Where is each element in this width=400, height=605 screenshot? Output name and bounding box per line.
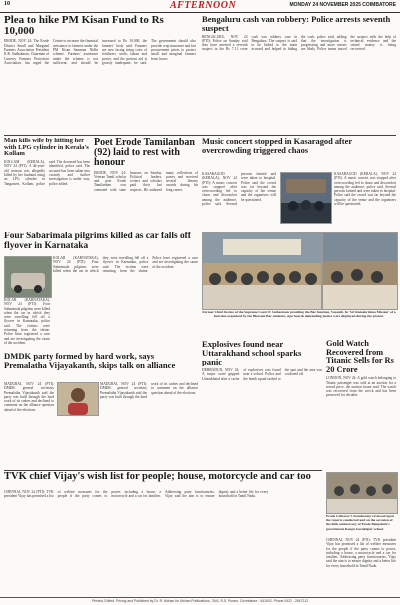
article-explosives-body: [202, 368, 322, 468]
article-music-body: [202, 172, 276, 227]
masthead: [0, 0, 400, 13]
school-caption: [326, 514, 396, 536]
article-music-body-2: [334, 172, 396, 227]
body-sabarimala-2: KOLAR (KARNATAKA), NOV 24 (PTI): Four Sabarimala pilgrims were killed when the car in which they were travelling fell off a flyover in Karnataka, police said. The victims were returning from the shrine. Police have registered a case and are investigating the cause of the accident.: [53, 256, 198, 273]
article-explosives: [202, 340, 322, 366]
divider-2: [4, 470, 322, 471]
article-bengaluru: [202, 15, 396, 125]
article-tvk-body-2: [326, 538, 396, 594]
headline-man-kills: Man kills wife by hitting her with LPG cylinder in Kerala's Kollam: [4, 138, 89, 158]
body-music: KASARAGOD (KERALA), NOV 24 (PTI): A music concert was stopped after overcrowding led to chaos and discomfort among the audience, police said. Several persons fainted and were taken to hospital. Police said the crowd was far beyond the capacity of the venue and the organisers will be questioned.: [202, 172, 276, 207]
article-sabarimala-body: [4, 298, 50, 348]
divider: [4, 135, 396, 136]
body-pm-kisan: ERODE, NOV 24: The Erode District Small and Marginal Farmers Association President K.R. Sudhakaran, Chairman of Cauvery Farmers Protection Association, has urged the Centre to increase the financial assistance to farmers under the PM Kisan Samman Nidhi scheme. Farmers' assistance under the scheme is not sufficient, and should be increased to Rs 10,000, the farmers' body said. Farmers are now facing rising costs of fertilizers, seeds, labour and power, and the present aid is grossly inadequate, he said. The government should also provide crop insurance and fair procurement prices to protect small and marginal farmers from losses.: [4, 39, 196, 65]
body-dmdk-2: MADURAI, NOV 24 (PTI): DMDK general secretary Premalatha Vijayakanth said the party was built through the hard work of its cadres and declined to comment on the alliance question ahead of the elections.: [100, 382, 198, 399]
headline-explosives: Explosives found near Uttarakhand school sparks panic: [202, 340, 302, 366]
body-tvk: CHENNAI, NOV 24 (PTI): TVK president Vijay has promised a list of welfare measures for the people if the party comes to power, including a house, a motorcycle and a car for families. Addressing party functionaries, Vijay said the aim is to ensure dignity and a better life for every household in Tamil Nadu.: [4, 490, 269, 499]
headline-dmdk: DMDK party formed by hard work, says Premalatha Vijayakanth, skips talk on alliance: [4, 352, 176, 370]
article-poet: [94, 138, 198, 238]
body-explosives: DEHRADUN, NOV 24: A major scare gripped Uttarakhand after a cache of explosives was found near a school. Police and the bomb squad rushed to the spot and the area was cordoned off.: [202, 368, 322, 381]
body-bengaluru: BENGALURU, NOV 24 (PTI): Police on Sunday said they have arrested a seventh suspect in the Rs 7.11 crore cash van robbery case in Bengaluru. The suspect is said to be linked to the main accused and helped in hiding the cash, police said, adding that the investigation is progressing and more arrests are likely. Police teams traced the suspect with the help of technical evidence and the seized money is being recovered.: [202, 34, 396, 52]
protest-photo: [202, 232, 322, 310]
article-pm-kisan: [4, 15, 196, 133]
article-sabarimala-body-2: [53, 256, 198, 348]
article-gold: [326, 340, 396, 470]
headline-poet: Poet Erode Tamilanban (92) laid to rest with honour: [94, 138, 195, 169]
headline-tvk: TVK chief Vijay's wish list for people; house, motorcycle and car too: [4, 472, 311, 482]
article-dmdk-body: [4, 382, 54, 462]
body-dmdk: MADURAI, NOV 24 (PTI): DMDK general secretary Premalatha Vijayakanth said the party was built through the hard work of its cadres and declined to comment on the alliance question ahead of the elections.: [4, 382, 54, 412]
page-number: 10: [4, 1, 10, 7]
article-tvk: [4, 472, 322, 488]
caption-protest: Former Chief Justice of the Supreme Court P. Sathasivam presiding the Bar function, Vasanth. In 'Sri Ramakrishna Mission' of a function organised by the Bhavani Bar students, sign boards demanding justice were displayed during the protest.: [202, 310, 396, 319]
body-man-kills: KOLLAM (KERALA), NOV 24 (PTI): A 44-year-old woman was allegedly killed by her husband using an LPG cylinder in Tangasseri, Kollam, police said. The deceased has been identified, police said. The accused has been taken into custody and further investigation is under way, police added.: [4, 160, 90, 186]
body-tvk-2: CHENNAI, NOV 24 (PTI): TVK president Vijay has promised a list of welfare measures for the people if the party comes to power, including a house, a motorcycle and a car for families. Addressing party functionaries, Vijay said the aim is to ensure dignity and a better life for every household in Tamil Nadu.: [326, 538, 396, 568]
footer-imprint: Printed, Edited, Pricing and Published by Dr. R. Mohan for Mohan Publications, 76/A, R.S. Puram, Coimbatore - 641002. Phone 0422 - 2547212: [0, 597, 400, 605]
headline-gold: Gold Watch Recovered from Titanic Sells for Rs 20 Crore: [326, 340, 394, 374]
protest-caption: [202, 310, 396, 336]
headline-sabarimala: Four Sabarimala pilgrims killed as car falls off flyover in Karnataka: [4, 232, 191, 251]
school-photo: [326, 472, 398, 514]
protest-photo-2: [322, 232, 398, 310]
concert-photo: [280, 172, 332, 224]
body-music-2: KASARAGOD (KERALA), NOV 24 (PTI): A music concert was stopped after overcrowding led to chaos and discomfort among the audience, police said. Several persons fainted and were taken to hospital. Police said the crowd was far beyond the capacity of the venue and the organisers will be questioned.: [334, 172, 396, 207]
body-gold: LONDON, NOV 24: A gold watch belonging to Titanic passenger was sold at an auction for a record price, the auction house said. The watch was recovered from the wreck and has been preserved for decades.: [326, 376, 396, 398]
headline-bengaluru: Bengaluru cash van robbery: Police arrests seventh suspect: [202, 15, 391, 33]
article-man-kills: [4, 138, 90, 228]
caption-school: Erode Collector S Kandasamy reviewed upon the reports conducted and on the occasion of the 66th anniversary of Erode Bengaluru's government Kongu Gorakhpur school.: [326, 514, 394, 531]
article-tvk-body: [4, 490, 322, 594]
accident-photo: [4, 256, 52, 298]
date-line: MONDAY 24 NOVEMBER 2025 COIMBATORE: [289, 2, 396, 8]
article-dmdk: [4, 352, 198, 380]
headline-music: Music concert stopped in Kasaragod after overcrowding triggered chaos: [202, 138, 352, 155]
article-dmdk-body-2: [100, 382, 198, 462]
headline-pm-kisan: Plea to hike PM Kisan Fund to Rs 10,000: [4, 15, 164, 38]
premalatha-photo: [57, 382, 99, 416]
body-sabarimala: KOLAR (KARNATAKA), NOV 24 (PTI): Four Sabarimala pilgrims were killed when the car in which they were travelling fell off a flyover in Karnataka, police said. The victims were returning from the shrine. Police have registered a case and are investigating the cause of the accident.: [4, 298, 50, 345]
newspaper-brand: AFTERNOON: [170, 0, 237, 11]
body-poet: ERODE, NOV 24: Veteran Tamil scholar and poet Erode Tamilanban was cremated with state honours on Sunday. Political leaders, writers and scholars paid their last respects. He authored many collections of poetry and received several literary awards during his long career.: [94, 170, 198, 192]
